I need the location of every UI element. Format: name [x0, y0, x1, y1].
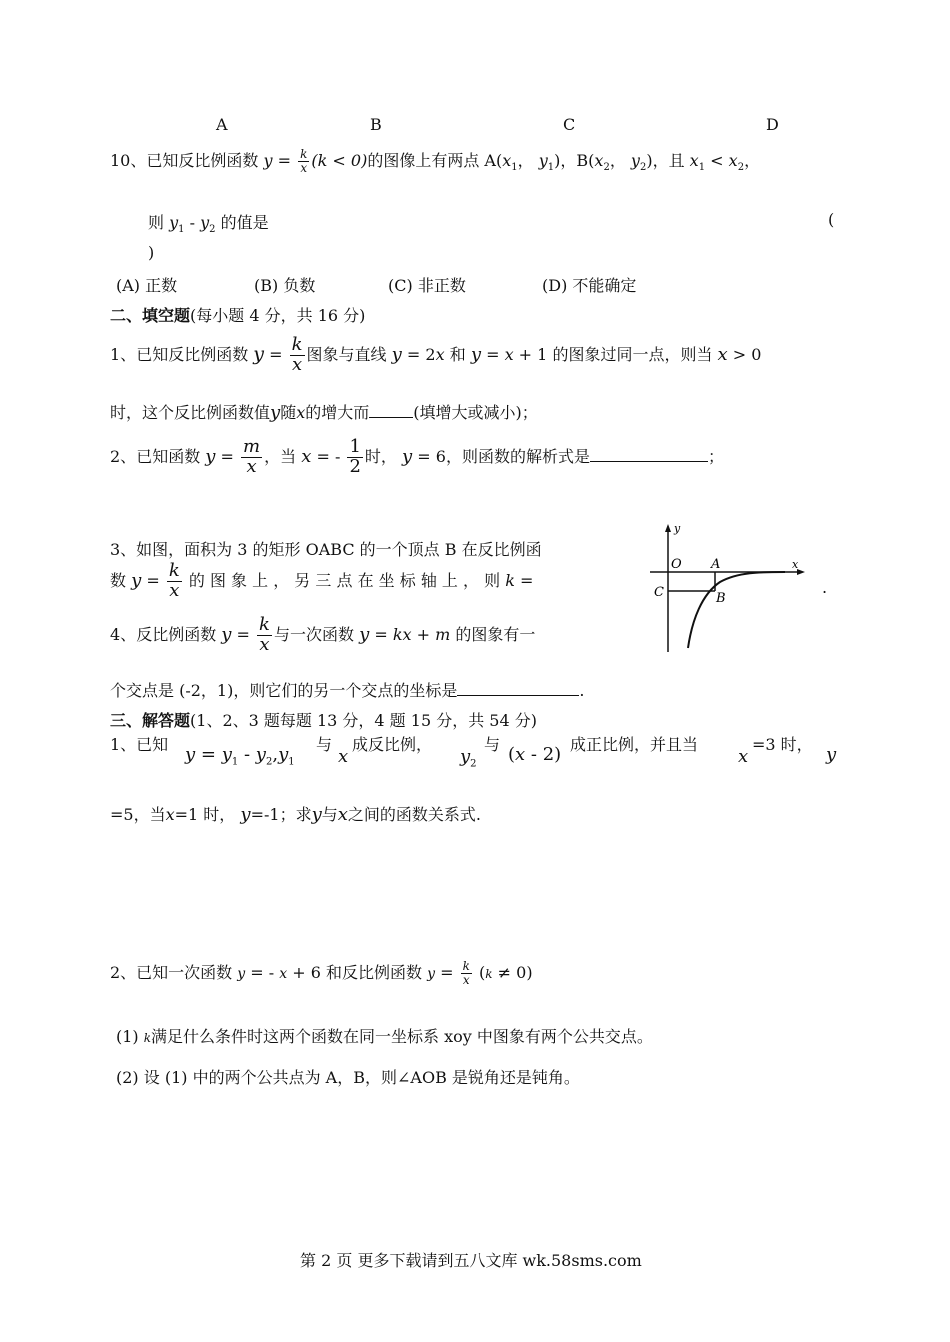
fill1-line2a: 时，这个反比例函数值: [110, 403, 271, 422]
q10-lead: 已知反比例函数: [146, 151, 259, 170]
ans1-x1: x: [338, 746, 349, 767]
q10-line2-tail: 的值是: [220, 213, 269, 232]
y-axis-arrow: [665, 524, 671, 532]
section2-title: 二、填空题: [110, 306, 191, 325]
ans2-p1-label: (1): [116, 1027, 139, 1046]
ans1-y-end: y: [826, 744, 837, 765]
fill1-line2c: 的增大而: [305, 403, 370, 422]
option-d: D: [766, 115, 779, 134]
ans1-line2d: 与: [321, 805, 338, 824]
ans1-formula: $y = y_1 - y_2,y_1$: [185, 744, 295, 768]
option-c: C: [563, 115, 576, 134]
fill4-line1: 4、反比例函数 y = $\frac{k}{x}$ 与一次函数 y = kx + m 的图象有一: [110, 614, 536, 655]
q10-paren-close: ): [148, 243, 155, 262]
figure-label-a: A: [711, 557, 721, 572]
ans1-num: 1、已知: [110, 735, 169, 754]
fill1-c: 和: [449, 344, 466, 364]
q10-choice-b: (B) 负数: [254, 276, 316, 295]
option-a: A: [216, 115, 228, 134]
fill2-c: 时，: [364, 446, 397, 466]
ans2-p1-text: 满足什么条件时这两个函数在同一坐标系 xoy 中图象有两个公共交点。: [151, 1027, 653, 1046]
q10-number: 10、: [110, 151, 147, 170]
ans1-y2: $y_2$: [460, 746, 477, 770]
fill1-line2: 时，这个反比例函数值y随x的增大而 (填增大或减小)；: [110, 402, 538, 423]
fill4-c: 的图象有一: [455, 624, 536, 644]
ans1-line2a: =5，当: [110, 805, 166, 824]
fill3-a: 数: [110, 570, 127, 590]
fill1-b: 图象与直线: [306, 344, 387, 364]
ans1-d: 成正比例，并且当: [570, 735, 699, 754]
fill1-line2b: 随: [280, 403, 297, 422]
q10-line2-lead: 则: [148, 213, 165, 232]
fill4-blank: [457, 694, 579, 696]
coordinate-figure: [640, 520, 810, 655]
ans1-c: 与: [484, 735, 501, 754]
fill4-line2: [110, 678, 584, 701]
ans2-part2: (2) 设 (1) 中的两个公共点为 A，B，则∠AOB 是锐角还是钝角。: [116, 1068, 580, 1087]
ans1-line2e: 之间的函数关系式.: [347, 805, 482, 824]
fill1-e: > 0: [732, 344, 762, 364]
q10-choice-d: (D) 不能确定: [542, 276, 637, 295]
q10-choice-c: (C) 非正数: [388, 276, 466, 295]
figure-label-b: B: [716, 591, 726, 606]
fill4-end: .: [579, 681, 585, 700]
section3-title: 三、解答题: [110, 711, 191, 730]
q10-line1: 10、已知反比例函数 y = $\frac{k}{x}$ (k < 0)的图像上有两点 $A(x_1$， $y_1$)，$B(x_2$， $y_2$)，且 $x_1 < x_2$，: [110, 147, 761, 175]
ans2-a: 2、已知一次函数: [110, 963, 233, 982]
fill1-line1: 1、已知反比例函数 y = $\frac{k}{x}$ 图象与直线 y = 2x 和 y = x + 1 的图象过同一点，则当 x > 0: [110, 334, 762, 375]
q10-pointb: )，B(: [554, 151, 595, 170]
q10-choice-a: (A) 正数: [116, 276, 178, 295]
ans1-paren: (x - 2): [508, 744, 562, 765]
ans1-line2b: =1 时，: [174, 805, 236, 824]
ans1-line1: [110, 732, 168, 772]
section3-note: (1、2、3 题每题 13 分，4 题 15 分，共 54 分): [190, 711, 537, 730]
hyperbola-curve: [688, 572, 785, 648]
fill3-b: 的 图 象 上 ， 另 三 点 在 坐 标 轴 上 ， 则: [188, 570, 501, 590]
ans1-x2: x: [738, 746, 749, 767]
fill2-e: ；: [707, 446, 724, 466]
fill4-a: 反比例函数: [136, 624, 217, 644]
section3-heading: [110, 708, 537, 731]
figure-label-c: C: [654, 585, 664, 600]
section2-note: (每小题 4 分，共 16 分): [190, 306, 366, 325]
fill3-line1: 3、如图，面积为 3 的矩形 OABC 的一个顶点 B 在反比例函: [110, 540, 542, 559]
fill2-blank: [590, 460, 708, 462]
ans1-e: =3 时，: [752, 735, 813, 754]
fill2-d: = 6，则函数的解析式是: [417, 446, 590, 466]
ans1-line2: =5，当x=1 时， y=-1；求y与x之间的函数关系式.: [110, 804, 482, 825]
fill3-period: .: [822, 578, 828, 597]
figure-label-o: O: [671, 557, 682, 572]
fill2-b: ，当: [264, 446, 297, 466]
figure-label-y: y: [674, 522, 681, 535]
ans2-c: (: [479, 963, 486, 982]
ans2-b: 和反比例函数: [326, 963, 423, 982]
fill1-line2d: (填增大或减小)；: [413, 403, 538, 422]
fill1-num: 1、: [110, 344, 137, 364]
ans2-line1: 2、已知一次函数 y = - x + 6 和反比例函数 y = $\frac{k}{x}$ (k ≠ 0): [110, 959, 533, 987]
fill2-line: 2、已知函数 y = $\frac{m}{x}$ ，当 x = - $\frac{1}{2}$ 时， y = 6，则函数的解析式是 ；: [110, 436, 724, 477]
fill1-blank: [369, 416, 413, 418]
fill4-line2: 个交点是 (-2，1)，则它们的另一个交点的坐标是: [110, 681, 458, 700]
option-b: B: [370, 115, 382, 134]
q10-line2: 则 $y_1 - y_2$ 的值是: [148, 213, 269, 236]
q10-paren-open: (: [828, 210, 835, 229]
ans1-line2c: =-1；求: [250, 805, 312, 824]
q10-sep: ，: [517, 151, 534, 170]
q10-end: ，: [744, 151, 761, 170]
fill2-num: 2、: [110, 446, 137, 466]
page-footer: 第 2 页 更多下载请到五八文库 wk.58sms.com: [300, 1251, 642, 1270]
fill3-c: k =: [505, 570, 534, 590]
section2-heading: [110, 303, 365, 326]
q10-mid: 的图像上有两点 A(: [367, 151, 503, 170]
fill4-num: 4、: [110, 624, 137, 644]
q10-cond: (k < 0): [311, 151, 368, 170]
fill1-d: 的图象过同一点，则当: [552, 344, 713, 364]
ans2-part1: (1) k满足什么条件时这两个函数在同一坐标系 xoy 中图象有两个公共交点。: [116, 1027, 653, 1046]
fill3-line2: 数 y = $\frac{k}{x}$ 的 图 象 上 ， 另 三 点 在 坐 标 轴 上 ， 则 k =: [110, 560, 534, 601]
q10-tail: )，且: [646, 151, 685, 170]
fill2-a: 已知函数: [136, 446, 201, 466]
fill1-a: 已知反比例函数: [136, 344, 249, 364]
figure-label-x: x: [792, 558, 799, 571]
ans2-d: ≠ 0): [497, 963, 533, 982]
fill4-b: 与一次函数: [273, 624, 354, 644]
ans1-a: 与: [316, 735, 333, 754]
ans1-b: 成反比例，: [352, 735, 433, 754]
